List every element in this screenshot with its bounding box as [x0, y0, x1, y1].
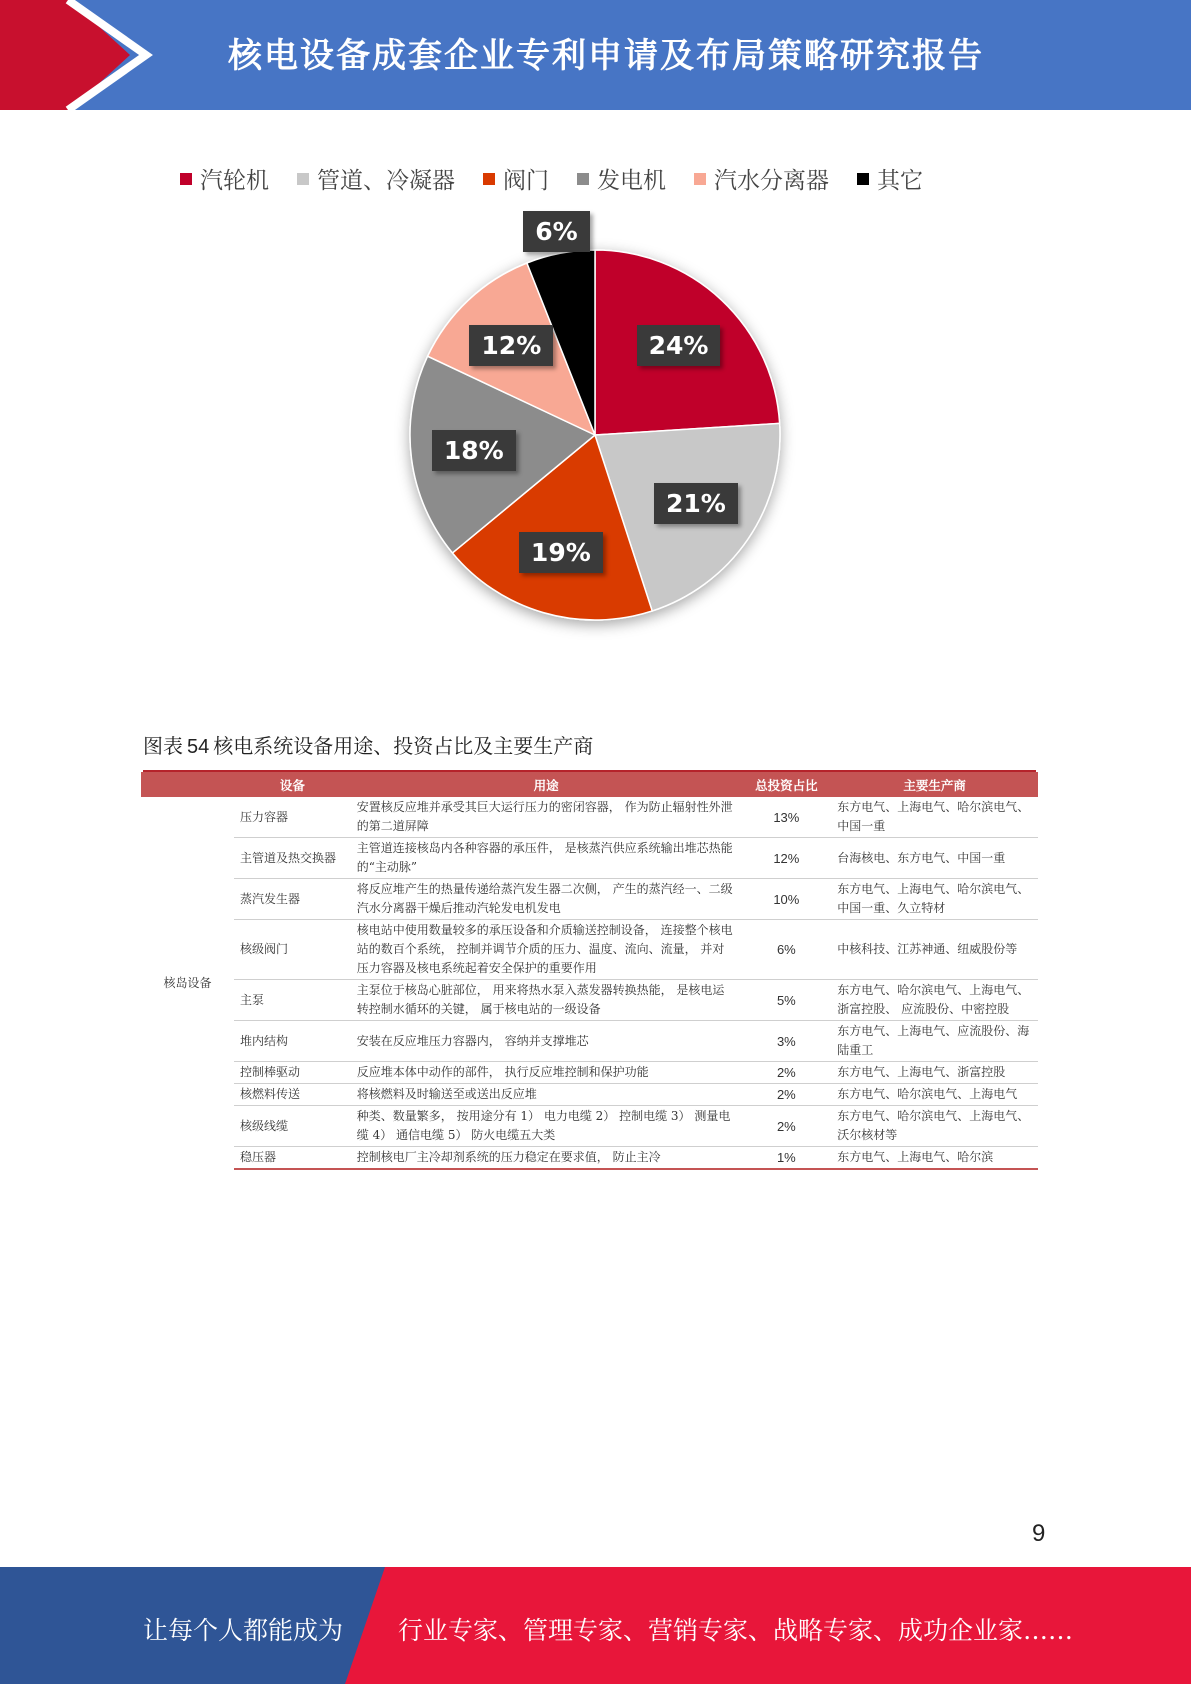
pie-data-label: 19% — [519, 532, 603, 573]
table-row — [141, 1021, 1038, 1062]
header-banner — [0, 0, 1191, 110]
table-row — [141, 879, 1038, 920]
table-device-cell: 蒸汽发生器 — [234, 879, 351, 920]
table-makers-cell: 东方电气、哈尔滨电气、上海电气 — [831, 1084, 1038, 1106]
table-device-cell: 核燃料传送 — [234, 1084, 351, 1106]
table-share-cell: 3% — [741, 1021, 831, 1062]
legend-label: 发电机 — [597, 168, 666, 194]
table-share-cell: 5% — [741, 980, 831, 1021]
legend-label: 汽水分离器 — [714, 168, 829, 194]
legend-label: 汽轮机 — [200, 168, 269, 194]
legend-swatch — [577, 173, 589, 185]
legend-swatch — [297, 173, 309, 185]
table-share-cell: 10% — [741, 879, 831, 920]
pie-data-label: 12% — [469, 325, 553, 366]
table-share-cell: 2% — [741, 1084, 831, 1106]
table-device-cell: 堆内结构 — [234, 1021, 351, 1062]
pie-chart — [390, 210, 810, 670]
table-use-cell: 主管道连接核岛内各种容器的承压件， 是核蒸汽供应系统输出堆芯热能的“主动脉” — [351, 838, 742, 879]
pie-data-label: 21% — [654, 483, 738, 524]
footer-slogan-right: 行业专家、管理专家、营销专家、战略专家、成功企业家…… — [398, 1616, 1074, 1645]
caption-text: 核电系统设备用途、投资占比及主要生产商 — [213, 734, 594, 758]
table-makers-cell: 东方电气、上海电气、哈尔滨 — [831, 1147, 1038, 1170]
table-device-cell: 压力容器 — [234, 797, 351, 838]
legend-item — [857, 162, 923, 195]
legend-swatch — [483, 173, 495, 185]
table-row — [141, 1147, 1038, 1170]
table-use-cell: 将核燃料及时输送至或送出反应堆 — [351, 1084, 742, 1106]
legend-item — [483, 162, 549, 195]
pie-data-label: 18% — [432, 430, 516, 471]
legend-swatch — [857, 173, 869, 185]
legend-item — [694, 162, 829, 195]
table-header-cell — [141, 772, 234, 797]
table-use-cell: 核电站中使用数量较多的承压设备和介质输送控制设备， 连接整个核电站的数百个系统， 控制并调节介质的压力、温度、流向、流量， 并对压力容器及核电系统起着安全保护的重要作用 — [351, 920, 742, 980]
table-use-cell: 安置核反应堆并承受其巨大运行压力的密闭容器， 作为防止辐射性外泄的第二道屏障 — [351, 797, 742, 838]
table-share-cell: 1% — [741, 1147, 831, 1170]
footer-slogan-left: 让每个人都能成为 — [143, 1616, 344, 1645]
caption-prefix: 图表 — [143, 734, 183, 758]
table-row — [141, 1062, 1038, 1084]
table-row — [141, 1084, 1038, 1106]
table-row — [141, 920, 1038, 980]
table-use-cell: 种类、数量繁多， 按用途分有 1） 电力电缆 2） 控制电缆 3） 测量电缆 4） 通信电缆 5） 防火电缆五大类 — [351, 1106, 742, 1147]
legend-item — [297, 162, 455, 195]
table-makers-cell: 东方电气、上海电气、浙富控股 — [831, 1062, 1038, 1084]
header-chevron-icon — [0, 0, 160, 110]
table-header-cell: 主要生产商 — [831, 772, 1038, 797]
chart-legend — [180, 162, 923, 195]
footer-banner — [0, 1567, 1191, 1684]
legend-label: 阀门 — [503, 168, 549, 194]
table-group-cell: 核岛设备 — [163, 975, 212, 990]
pie-data-label: 24% — [637, 325, 721, 366]
table-row — [141, 797, 1038, 838]
legend-item — [577, 162, 666, 195]
table-makers-cell: 台海核电、东方电气、中国一重 — [831, 838, 1038, 879]
legend-label: 其它 — [877, 168, 923, 194]
table-makers-cell: 中核科技、江苏神通、纽威股份等 — [831, 920, 1038, 980]
table-device-cell: 主泵 — [234, 980, 351, 1021]
table-share-cell: 6% — [741, 920, 831, 980]
table-use-cell: 主泵位于核岛心脏部位， 用来将热水泵入蒸发器转换热能， 是核电运转控制水循环的关键， 属于核电站的一级设备 — [351, 980, 742, 1021]
table-device-cell: 核级线缆 — [234, 1106, 351, 1147]
table-share-cell: 12% — [741, 838, 831, 879]
table-share-cell: 13% — [741, 797, 831, 838]
legend-swatch — [694, 173, 706, 185]
table-header-cell: 总投资占比 — [741, 772, 831, 797]
table-device-cell: 控制棒驱动 — [234, 1062, 351, 1084]
legend-label: 管道、冷凝器 — [317, 168, 455, 194]
table-use-cell: 安装在反应堆压力容器内， 容纳并支撑堆芯 — [351, 1021, 742, 1062]
table-use-cell: 将反应堆产生的热量传递给蒸汽发生器二次侧， 产生的蒸汽经一、二级汽水分离器干燥后推动汽轮发电机发电 — [351, 879, 742, 920]
legend-swatch — [180, 173, 192, 185]
table-row — [141, 1106, 1038, 1147]
table-device-cell: 稳压器 — [234, 1147, 351, 1170]
table-use-cell: 控制核电厂主冷却剂系统的压力稳定在要求值， 防止主冷 — [351, 1147, 742, 1170]
table-device-cell: 主管道及热交换器 — [234, 838, 351, 879]
table-header-cell: 用途 — [351, 772, 742, 797]
table-device-cell: 核级阀门 — [234, 920, 351, 980]
legend-item — [180, 162, 269, 195]
table-row — [141, 980, 1038, 1021]
header-title: 核电设备成套企业专利申请及布局策略研究报告 — [228, 36, 984, 76]
table-share-cell: 2% — [741, 1106, 831, 1147]
table-makers-cell: 东方电气、上海电气、应流股份、海陆重工 — [831, 1021, 1038, 1062]
table-header-cell: 设备 — [234, 772, 351, 797]
caption-number: 54 — [187, 736, 210, 758]
table-use-cell: 反应堆本体中动作的部件， 执行反应堆控制和保护功能 — [351, 1062, 742, 1084]
table-row — [141, 838, 1038, 879]
table-makers-cell: 东方电气、哈尔滨电气、上海电气、沃尔核材等 — [831, 1106, 1038, 1147]
table-makers-cell: 东方电气、上海电气、哈尔滨电气、 中国一重、久立特材 — [831, 879, 1038, 920]
table-makers-cell: 东方电气、上海电气、哈尔滨电气、 中国一重 — [831, 797, 1038, 838]
table-makers-cell: 东方电气、哈尔滨电气、上海电气、浙富控股、 应流股份、中密控股 — [831, 980, 1038, 1021]
table-share-cell: 2% — [741, 1062, 831, 1084]
table-caption — [143, 730, 593, 759]
pie-data-label: 6% — [523, 211, 589, 252]
table-header-row — [141, 772, 1038, 797]
equipment-table — [141, 772, 1038, 1170]
page-number: 9 — [1032, 1520, 1046, 1547]
